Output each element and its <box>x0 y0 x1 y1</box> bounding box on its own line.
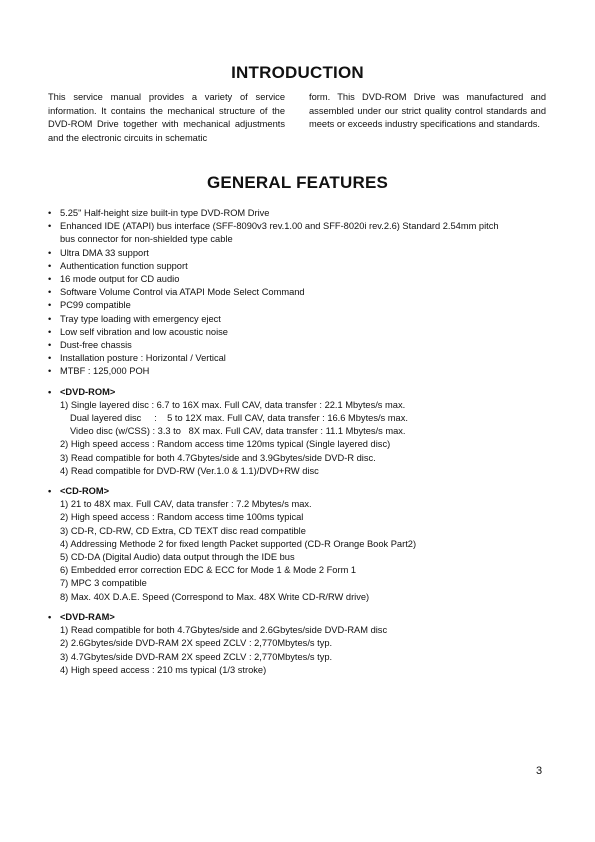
cd-rom-line: 4) Addressing Methode 2 for fixed length Packet supported (CD-R Orange Book Part2) <box>60 538 417 549</box>
feature-item: • Authentication function support <box>48 260 545 273</box>
feature-item: • Software Volume Control via ATAPI Mode Select Command <box>48 286 545 299</box>
dvd-rom-section <box>48 386 545 478</box>
cd-rom-line: 3) CD-R, CD-RW, CD Extra, CD TEXT disc read compatible <box>60 525 306 536</box>
feature-item-continuation: bus connector for non-shielded type cable <box>60 234 233 245</box>
cd-rom-line: 2) High speed access : Random access time 100ms typical <box>60 512 304 523</box>
introduction-heading: INTRODUCTION <box>231 63 364 82</box>
cd-rom-line: 1) 21 to 48X max. Full CAV, data transfer : 7.2 Mbytes/s max. <box>60 499 312 510</box>
feature-item: • Tray type loading with emergency eject <box>48 313 545 326</box>
dvd-rom-heading: • <DVD-ROM> <box>48 386 545 399</box>
cd-rom-line: 5) CD-DA (Digital Audio) data output through the IDE bus <box>60 552 295 563</box>
dvd-ram-heading: • <DVD-RAM> <box>48 611 545 624</box>
cd-rom-heading: • <CD-ROM> <box>48 485 545 498</box>
dvd-ram-line: 4) High speed access : 210 ms typical (1/3 stroke) <box>60 664 267 675</box>
feature-item: • Ultra DMA 33 support <box>48 247 545 260</box>
cd-rom-section <box>48 485 545 604</box>
dvd-rom-line: 2) High speed access : Random access time 120ms typical (Single layered disc) <box>60 439 391 450</box>
cd-rom-line: 8) Max. 40X D.A.E. Speed (Correspond to Max. 48X Write CD-R/RW drive) <box>60 591 370 602</box>
feature-item: • Enhanced IDE (ATAPI) bus interface (SFF-8090v3 rev.1.00 and SFF-8020i rev.2.6) Standard 2.54mm pitch <box>48 220 545 233</box>
dvd-ram-line: 3) 4.7Gbytes/side DVD-RAM 2X speed ZCLV : 2,770Mbytes/s typ. <box>60 651 333 662</box>
dvd-ram-line: 2) 2.6Gbytes/side DVD-RAM 2X speed ZCLV : 2,770Mbytes/s typ. <box>60 638 333 649</box>
feature-item: • MTBF : 125,000 POH <box>48 365 545 378</box>
feature-item: • 16 mode output for CD audio <box>48 273 545 286</box>
feature-item: • 5.25" Half-height size built-in type DVD-ROM Drive <box>48 207 545 220</box>
cd-rom-line: 7) MPC 3 compatible <box>60 578 147 589</box>
general-features-heading: GENERAL FEATURES <box>206 173 389 192</box>
feature-item: • Low self vibration and low acoustic noise <box>48 326 545 339</box>
dvd-rom-line: Dual layered disc : 5 to 12X max. Full CAV, data transfer : 16.6 Mbytes/s max. <box>70 413 408 424</box>
dvd-ram-section <box>48 611 545 677</box>
dvd-rom-line: 3) Read compatible for both 4.7Gbytes/side and 3.9Gbytes/side DVD-R disc. <box>60 452 376 463</box>
feature-item: • Dust-free chassis <box>48 339 545 352</box>
intro-text-left: This service manual provides a variety of service information. It contains the mechanical structure of the DVD-ROM Drive together with mechanical adjustments and the electronic circuits in schematic <box>48 92 285 143</box>
dvd-ram-line: 1) Read compatible for both 4.7Gbytes/side and 2.6Gbytes/side DVD-RAM disc <box>60 625 388 636</box>
dvd-rom-line: 4) Read compatible for DVD-RW (Ver.1.0 & 1.1)/DVD+RW disc <box>60 465 319 476</box>
page-number: 3 <box>536 765 543 777</box>
feature-item: • PC99 compatible <box>48 299 545 312</box>
feature-item: • Installation posture : Horizontal / Vertical <box>48 352 545 365</box>
intro-text-right: form. This DVD-ROM Drive was manufactured and assembled under our strict quality control standards and meets or exceeds industry specifications and standards. <box>309 92 546 130</box>
dvd-rom-line: 1) Single layered disc : 6.7 to 16X max. Full CAV, data transfer : 22.1 Mbytes/s max. <box>60 399 406 410</box>
cd-rom-line: 6) Embedded error correction EDC & ECC for Mode 1 & Mode 2 Form 1 <box>60 565 357 576</box>
dvd-rom-line: Video disc (w/CSS) : 3.3 to 8X max. Full CAV, data transfer : 11.1 Mbytes/s max. <box>70 426 406 437</box>
features-list <box>48 207 545 677</box>
